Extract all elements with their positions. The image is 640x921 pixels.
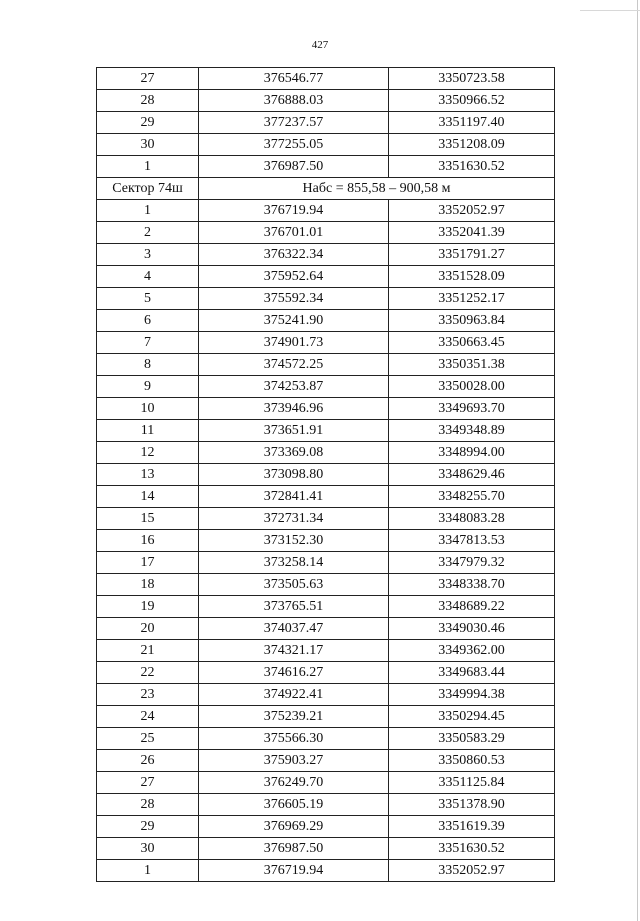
point-number-cell: 21 (97, 640, 199, 662)
point-number-cell: 13 (97, 464, 199, 486)
y-coordinate-cell: 3350860.53 (389, 750, 555, 772)
table-row (97, 244, 555, 266)
x-coordinate-cell: 376719.94 (199, 200, 389, 222)
table-row (97, 552, 555, 574)
x-coordinate-cell: 376719.94 (199, 860, 389, 882)
table-row (97, 684, 555, 706)
table-row (97, 68, 555, 90)
y-coordinate-cell: 3350663.45 (389, 332, 555, 354)
y-coordinate-cell: 3348629.46 (389, 464, 555, 486)
table-row (97, 442, 555, 464)
table-row (97, 420, 555, 442)
point-number-cell: 3 (97, 244, 199, 266)
point-number-cell: 27 (97, 68, 199, 90)
table-row (97, 376, 555, 398)
table-row (97, 112, 555, 134)
point-number-cell: 25 (97, 728, 199, 750)
x-coordinate-cell: 372841.41 (199, 486, 389, 508)
table-row (97, 156, 555, 178)
y-coordinate-cell: 3352052.97 (389, 860, 555, 882)
x-coordinate-cell: 373765.51 (199, 596, 389, 618)
x-coordinate-cell: 375592.34 (199, 288, 389, 310)
table-row (97, 398, 555, 420)
x-coordinate-cell: 376322.34 (199, 244, 389, 266)
table-row (97, 772, 555, 794)
y-coordinate-cell: 3351630.52 (389, 156, 555, 178)
table-row (97, 838, 555, 860)
x-coordinate-cell: 372731.34 (199, 508, 389, 530)
table-row (97, 728, 555, 750)
table-row (97, 222, 555, 244)
table-row (97, 530, 555, 552)
x-coordinate-cell: 373369.08 (199, 442, 389, 464)
table-row (97, 574, 555, 596)
y-coordinate-cell: 3348338.70 (389, 574, 555, 596)
y-coordinate-cell: 3348994.00 (389, 442, 555, 464)
x-coordinate-cell: 374616.27 (199, 662, 389, 684)
table-row (97, 706, 555, 728)
point-number-cell: 7 (97, 332, 199, 354)
y-coordinate-cell: 3350723.58 (389, 68, 555, 90)
x-coordinate-cell: 375952.64 (199, 266, 389, 288)
y-coordinate-cell: 3351208.09 (389, 134, 555, 156)
point-number-cell: 29 (97, 816, 199, 838)
table-row (97, 860, 555, 882)
x-coordinate-cell: 376888.03 (199, 90, 389, 112)
point-number-cell: 19 (97, 596, 199, 618)
y-coordinate-cell: 3349683.44 (389, 662, 555, 684)
point-number-cell: 6 (97, 310, 199, 332)
x-coordinate-cell: 376987.50 (199, 838, 389, 860)
x-coordinate-cell: 374321.17 (199, 640, 389, 662)
table-row (97, 596, 555, 618)
y-coordinate-cell: 3350028.00 (389, 376, 555, 398)
point-number-cell: 28 (97, 90, 199, 112)
point-number-cell: 26 (97, 750, 199, 772)
point-number-cell: 5 (97, 288, 199, 310)
x-coordinate-cell: 374922.41 (199, 684, 389, 706)
point-number-cell: 10 (97, 398, 199, 420)
y-coordinate-cell: 3351791.27 (389, 244, 555, 266)
y-coordinate-cell: 3350963.84 (389, 310, 555, 332)
x-coordinate-cell: 377237.57 (199, 112, 389, 134)
x-coordinate-cell: 373258.14 (199, 552, 389, 574)
y-coordinate-cell: 3349030.46 (389, 618, 555, 640)
y-coordinate-cell: 3348689.22 (389, 596, 555, 618)
point-number-cell: 16 (97, 530, 199, 552)
y-coordinate-cell: 3349348.89 (389, 420, 555, 442)
scan-edge-mark (580, 10, 640, 11)
table-row (97, 332, 555, 354)
table-row (97, 266, 555, 288)
y-coordinate-cell: 3350351.38 (389, 354, 555, 376)
table-row (97, 134, 555, 156)
y-coordinate-cell: 3352041.39 (389, 222, 555, 244)
x-coordinate-cell: 373651.91 (199, 420, 389, 442)
y-coordinate-cell: 3351378.90 (389, 794, 555, 816)
x-coordinate-cell: 375903.27 (199, 750, 389, 772)
point-number-cell: 15 (97, 508, 199, 530)
x-coordinate-cell: 374572.25 (199, 354, 389, 376)
table-row (97, 464, 555, 486)
x-coordinate-cell: 374253.87 (199, 376, 389, 398)
point-number-cell: 18 (97, 574, 199, 596)
table-row (97, 288, 555, 310)
point-number-cell: 22 (97, 662, 199, 684)
point-number-cell: 1 (97, 156, 199, 178)
x-coordinate-cell: 373152.30 (199, 530, 389, 552)
point-number-cell: 28 (97, 794, 199, 816)
point-number-cell: 1 (97, 860, 199, 882)
x-coordinate-cell: 376605.19 (199, 794, 389, 816)
y-coordinate-cell: 3351630.52 (389, 838, 555, 860)
x-coordinate-cell: 373098.80 (199, 464, 389, 486)
point-number-cell: 9 (97, 376, 199, 398)
page-number: 427 (311, 39, 329, 51)
y-coordinate-cell: 3351528.09 (389, 266, 555, 288)
point-number-cell: 14 (97, 486, 199, 508)
table-row (97, 750, 555, 772)
x-coordinate-cell: 375239.21 (199, 706, 389, 728)
coordinates-table (96, 67, 555, 882)
point-number-cell: 30 (97, 134, 199, 156)
x-coordinate-cell: 373946.96 (199, 398, 389, 420)
y-coordinate-cell: 3352052.97 (389, 200, 555, 222)
x-coordinate-cell: 376987.50 (199, 156, 389, 178)
y-coordinate-cell: 3349362.00 (389, 640, 555, 662)
scan-edge-line (637, 0, 638, 921)
point-number-cell: 1 (97, 200, 199, 222)
table-row (97, 200, 555, 222)
point-number-cell: 2 (97, 222, 199, 244)
point-number-cell: 30 (97, 838, 199, 860)
y-coordinate-cell: 3348083.28 (389, 508, 555, 530)
x-coordinate-cell: 376249.70 (199, 772, 389, 794)
point-number-cell: 27 (97, 772, 199, 794)
x-coordinate-cell: 374037.47 (199, 618, 389, 640)
y-coordinate-cell: 3350966.52 (389, 90, 555, 112)
y-coordinate-cell: 3351619.39 (389, 816, 555, 838)
x-coordinate-cell: 377255.05 (199, 134, 389, 156)
point-number-cell: 24 (97, 706, 199, 728)
table-row (97, 662, 555, 684)
y-coordinate-cell: 3351197.40 (389, 112, 555, 134)
y-coordinate-cell: 3349693.70 (389, 398, 555, 420)
x-coordinate-cell: 375566.30 (199, 728, 389, 750)
sector-name: Сектор 74ш (97, 178, 199, 200)
x-coordinate-cell: 375241.90 (199, 310, 389, 332)
sector-height-range: Набс = 855,58 – 900,58 м (199, 178, 555, 200)
x-coordinate-cell: 376969.29 (199, 816, 389, 838)
x-coordinate-cell: 373505.63 (199, 574, 389, 596)
table-row (97, 618, 555, 640)
point-number-cell: 11 (97, 420, 199, 442)
point-number-cell: 23 (97, 684, 199, 706)
table-row (97, 640, 555, 662)
point-number-cell: 12 (97, 442, 199, 464)
point-number-cell: 8 (97, 354, 199, 376)
point-number-cell: 29 (97, 112, 199, 134)
table-row (97, 794, 555, 816)
table-row (97, 486, 555, 508)
x-coordinate-cell: 376701.01 (199, 222, 389, 244)
point-number-cell: 4 (97, 266, 199, 288)
table-row (97, 508, 555, 530)
y-coordinate-cell: 3347813.53 (389, 530, 555, 552)
point-number-cell: 20 (97, 618, 199, 640)
y-coordinate-cell: 3351252.17 (389, 288, 555, 310)
y-coordinate-cell: 3347979.32 (389, 552, 555, 574)
y-coordinate-cell: 3351125.84 (389, 772, 555, 794)
x-coordinate-cell: 374901.73 (199, 332, 389, 354)
coordinates-table-body (97, 68, 555, 882)
point-number-cell: 17 (97, 552, 199, 574)
table-row (97, 354, 555, 376)
y-coordinate-cell: 3350583.29 (389, 728, 555, 750)
table-row (97, 816, 555, 838)
y-coordinate-cell: 3350294.45 (389, 706, 555, 728)
sector-header-row (97, 178, 555, 200)
y-coordinate-cell: 3348255.70 (389, 486, 555, 508)
y-coordinate-cell: 3349994.38 (389, 684, 555, 706)
table-row (97, 310, 555, 332)
x-coordinate-cell: 376546.77 (199, 68, 389, 90)
table-row (97, 90, 555, 112)
